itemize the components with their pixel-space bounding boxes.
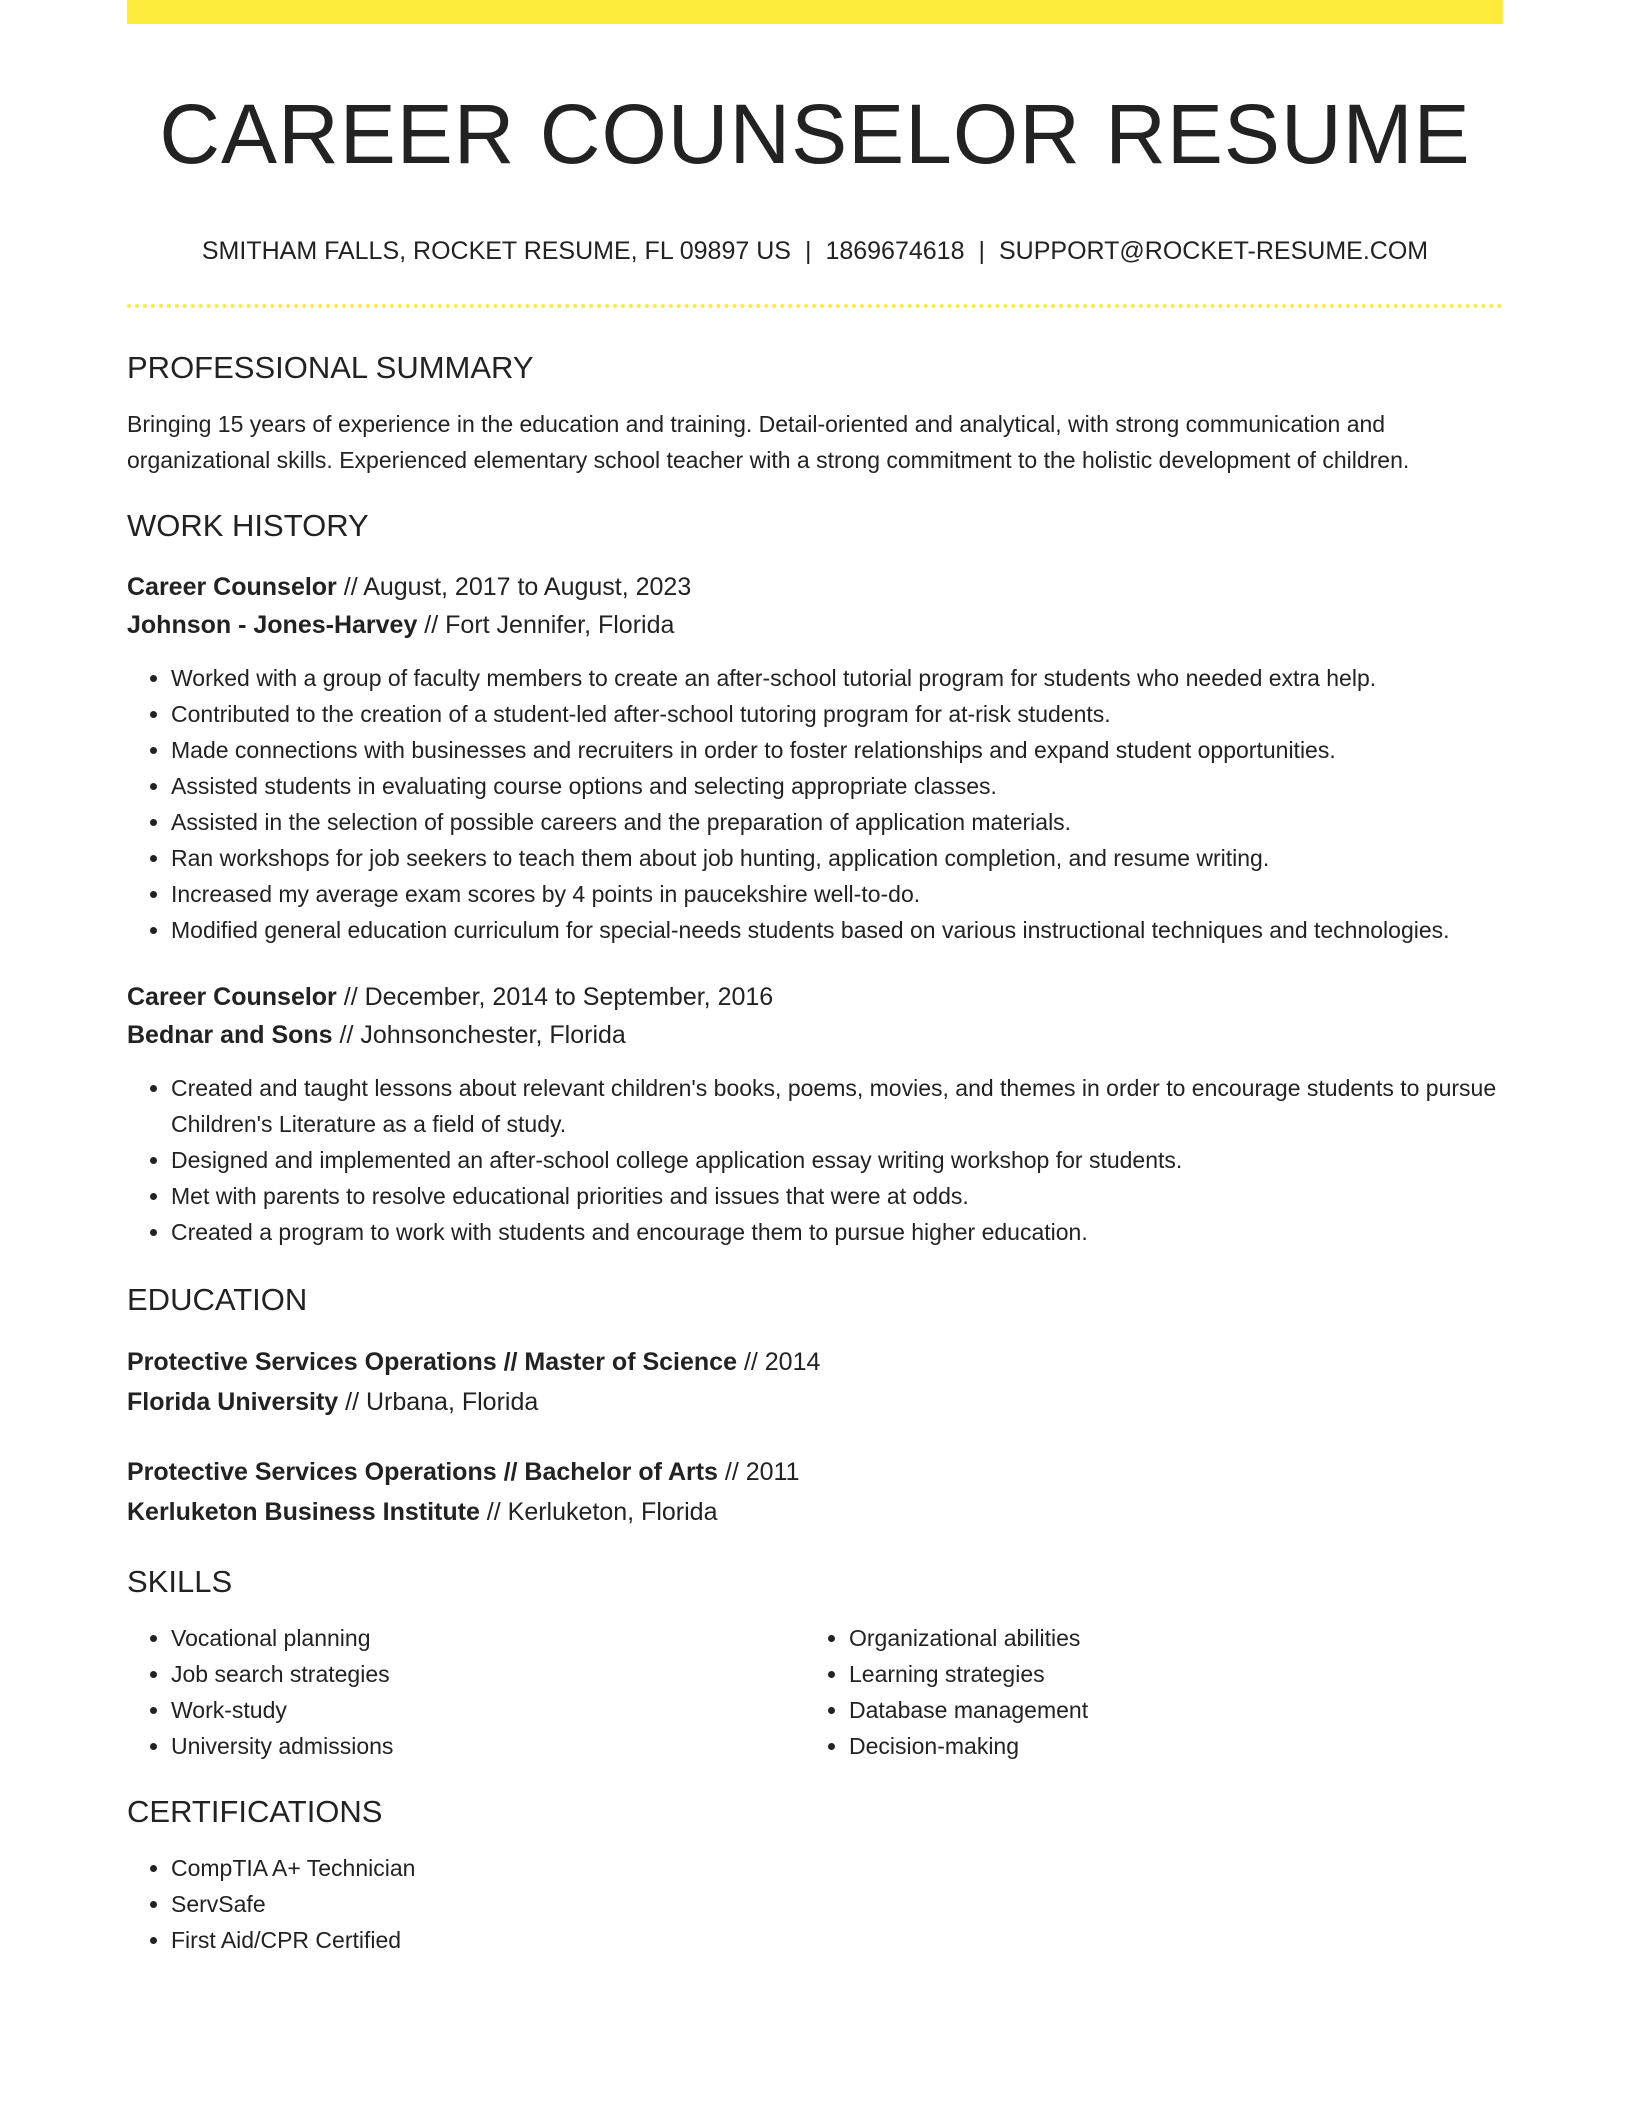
education-degree-line [127, 1452, 1503, 1492]
resume-title: CAREER COUNSELOR RESUME [159, 87, 1471, 181]
skills-column-right [805, 1620, 1483, 1764]
education-location: // Kerluketon, Florida [479, 1498, 718, 1526]
skills-list [805, 1620, 1483, 1764]
skill-item: • Job search strategies [171, 1656, 805, 1692]
job-location: // Fort Jennifer, Florida [417, 611, 675, 639]
work-history-heading: WORK HISTORY [127, 508, 369, 543]
education-heading: EDUCATION [127, 1282, 308, 1317]
certification-item: • CompTIA A+ Technician [171, 1850, 1503, 1886]
job-company-line [127, 1016, 1503, 1054]
education-school-line [127, 1382, 1503, 1422]
job-duty: • Designed and implemented an after-school college application essay writing workshop for students. [171, 1142, 1503, 1178]
contact-line [127, 236, 1503, 266]
accent-bar [127, 0, 1503, 24]
certifications-heading: CERTIFICATIONS [127, 1794, 383, 1829]
skill-item: • University admissions [171, 1728, 805, 1764]
education-degree-line [127, 1342, 1503, 1382]
job-duty: • Assisted in the selection of possible careers and the preparation of application materials. [171, 804, 1503, 840]
job-duty: • Created and taught lessons about relevant children's books, poems, movies, and themes in order to encourage students to pursue Children's Literature as a field of study. [171, 1070, 1503, 1142]
education-degree: Protective Services Operations // Bachelor of Arts [127, 1458, 718, 1486]
job-company: Bednar and Sons [127, 1021, 333, 1049]
job-duty: • Made connections with businesses and recruiters in order to foster relationships and expand student opportunities. [171, 732, 1503, 768]
education-location: // Urbana, Florida [338, 1388, 539, 1416]
summary-text: Bringing 15 years of experience in the education and training. Detail-oriented and analytical, with strong communication and organizational skills. Experienced elementary school teacher with a strong commitment to the holistic development of children. [127, 411, 1410, 473]
job-duty: • Modified general education curriculum for special-needs students based on various instructional techniques and technologies. [171, 912, 1503, 948]
education-school: Florida University [127, 1388, 339, 1416]
contact-email: SUPPORT@ROCKET-RESUME.COM [998, 237, 1429, 265]
job-duty: • Worked with a group of faculty members to create an after-school tutorial program for students who needed extra help. [171, 660, 1503, 696]
skill-item: • Vocational planning [171, 1620, 805, 1656]
job-title-line [127, 568, 1503, 606]
job-company-line [127, 606, 1503, 644]
job-duty: • Increased my average exam scores by 4 points in paucekshire well-to-do. [171, 876, 1503, 912]
contact-phone: 1869674618 [825, 237, 965, 265]
job-company: Johnson - Jones-Harvey [127, 611, 418, 639]
skills-column-left [127, 1620, 805, 1764]
job-duty: • Contributed to the creation of a student-led after-school tutoring program for at-risk students. [171, 696, 1503, 732]
job-dates: // December, 2014 to September, 2016 [336, 983, 774, 1011]
job-dates: // August, 2017 to August, 2023 [336, 573, 692, 601]
education-school-line [127, 1492, 1503, 1532]
resume-content [127, 0, 1503, 1958]
contact-address: SMITHAM FALLS, ROCKET RESUME, FL 09897 US [201, 237, 791, 265]
skill-item: • Work-study [171, 1692, 805, 1728]
job-role: Career Counselor [127, 573, 337, 601]
contact-separator: | [978, 237, 985, 265]
skill-item: • Organizational abilities [849, 1620, 1483, 1656]
skills-list [127, 1620, 805, 1764]
job-duties-list [127, 660, 1503, 948]
job-duty: • Assisted students in evaluating course options and selecting appropriate classes. [171, 768, 1503, 804]
skill-item: • Decision-making [849, 1728, 1483, 1764]
job-duties-list [127, 1070, 1503, 1250]
job-duty: • Met with parents to resolve educational priorities and issues that were at odds. [171, 1178, 1503, 1214]
contact-separator: | [804, 237, 812, 265]
job-title-line [127, 978, 1503, 1016]
education-year: // 2014 [737, 1348, 821, 1376]
skill-item: • Learning strategies [849, 1656, 1483, 1692]
education-school: Kerluketon Business Institute [127, 1498, 480, 1526]
skill-item: • Database management [849, 1692, 1483, 1728]
education-year: // 2011 [717, 1458, 800, 1486]
summary-heading: PROFESSIONAL SUMMARY [127, 350, 534, 385]
skills-heading: SKILLS [127, 1564, 233, 1599]
dotted-divider [127, 304, 1503, 308]
certification-item: • First Aid/CPR Certified [171, 1922, 1503, 1958]
job-duty: • Ran workshops for job seekers to teach them about job hunting, application completion, and resume writing. [171, 840, 1503, 876]
certification-item: • ServSafe [171, 1886, 1503, 1922]
job-role: Career Counselor [127, 983, 337, 1011]
certifications-list [127, 1850, 1503, 1958]
job-location: // Johnsonchester, Florida [332, 1021, 626, 1049]
education-degree: Protective Services Operations // Master of Science [127, 1348, 737, 1376]
job-duty: • Created a program to work with students and encourage them to pursue higher education. [171, 1214, 1503, 1250]
skills-grid [127, 1620, 1503, 1764]
